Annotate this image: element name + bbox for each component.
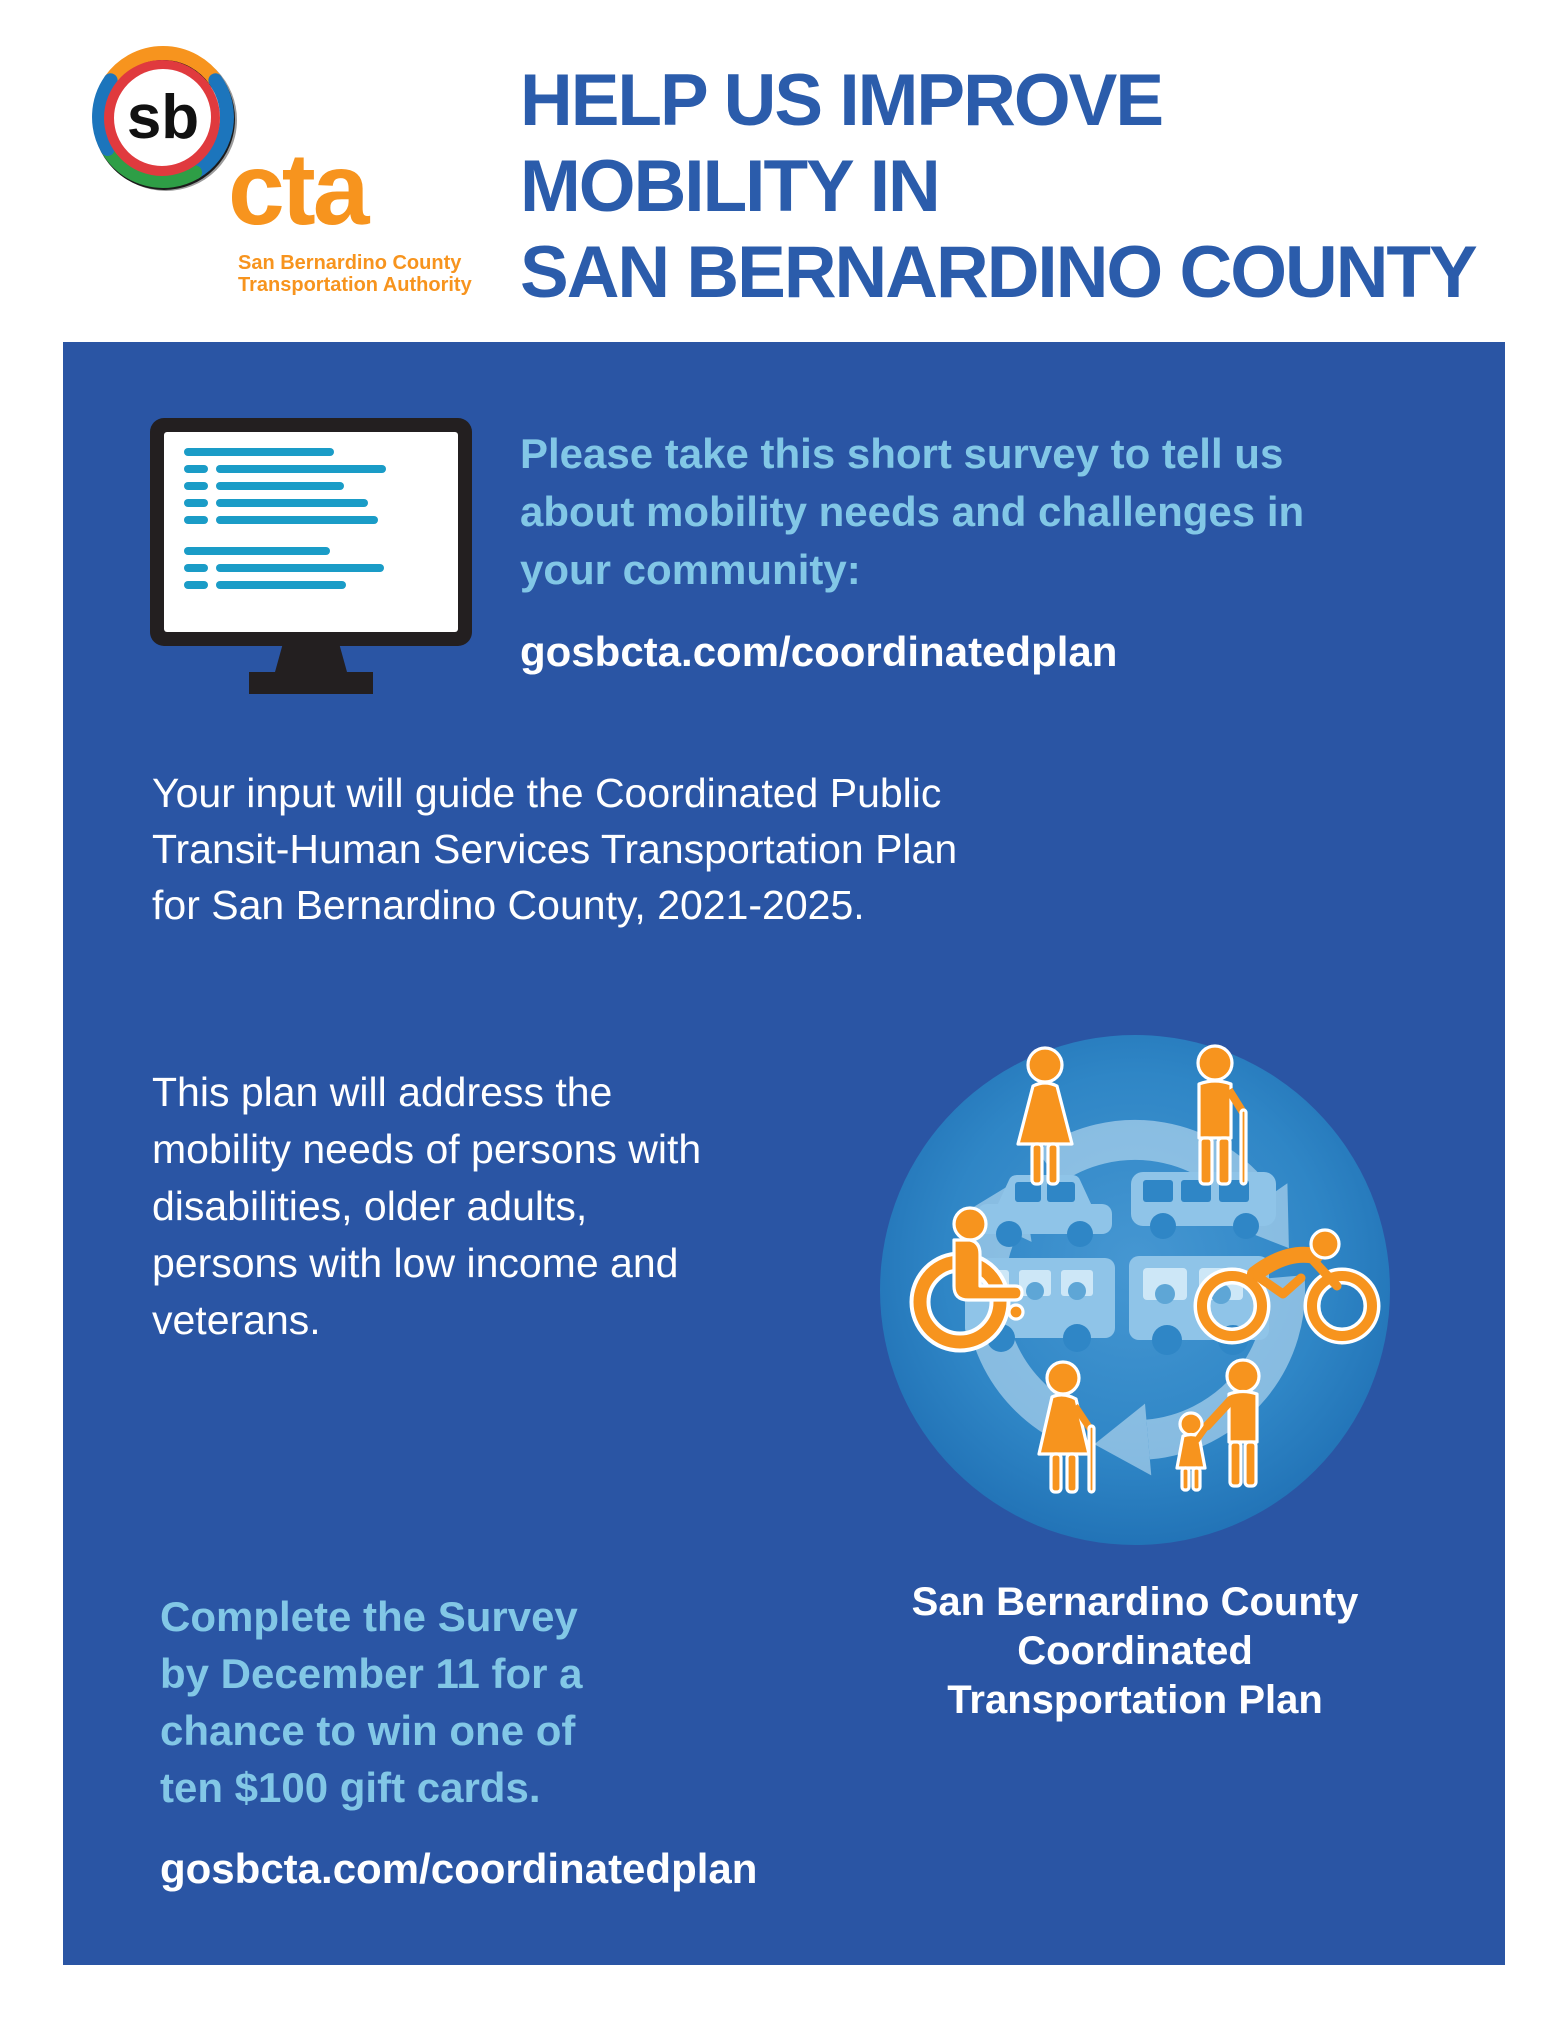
graphic-caption-line1: San Bernardino County xyxy=(911,1580,1359,1624)
survey-screen-icon xyxy=(150,418,472,694)
survey-url-link[interactable]: gosbcta.com/coordinatedplan xyxy=(520,628,1118,675)
monitor-stand-base xyxy=(249,672,373,694)
monitor-screen xyxy=(164,432,458,632)
footer-url-link[interactable]: gosbcta.com/coordinatedplan xyxy=(160,1845,758,1892)
logo-cta-text: cta xyxy=(228,132,367,246)
coordinated-transportation-graphic xyxy=(875,1030,1395,1550)
survey-intro-text: Please take this short survey to tell us about mobility needs and challenges in your community: xyxy=(520,430,1305,593)
incentive-text: Complete the Survey by December 11 for a chance to win one of ten $100 gift cards. xyxy=(160,1593,583,1811)
page-title xyxy=(520,58,1520,316)
logo-subtitle-line2: Transportation Authority xyxy=(238,274,472,296)
graphic-caption-line2: Coordinated xyxy=(1017,1629,1253,1673)
title-line-1: HELP US IMPROVE xyxy=(520,60,1163,141)
logo-subtitle xyxy=(238,252,472,296)
sbcta-ring-logo-icon xyxy=(78,32,248,202)
logo-subtitle-line1: San Bernardino County xyxy=(238,252,462,274)
title-line-2: MOBILITY IN xyxy=(520,146,939,227)
graphic-caption-line3: Transportation Plan xyxy=(947,1678,1323,1722)
monitor-stand-neck xyxy=(275,646,347,672)
plan-paragraph: This plan will address the mobility needs of persons with disabilities, older adults, persons with low income and veterans. xyxy=(152,1069,702,1343)
monitor-frame xyxy=(150,418,472,646)
logo-sb-text: sb xyxy=(126,83,200,152)
graphic-caption xyxy=(875,1578,1395,1725)
title-line-3: SAN BERNARDINO COUNTY xyxy=(520,232,1476,313)
info-panel xyxy=(63,342,1505,1965)
intro-paragraph: Your input will guide the Coordinated Public Transit-Human Services Transportation Plan for San Bernardino County, 2021-2025. xyxy=(152,770,958,928)
